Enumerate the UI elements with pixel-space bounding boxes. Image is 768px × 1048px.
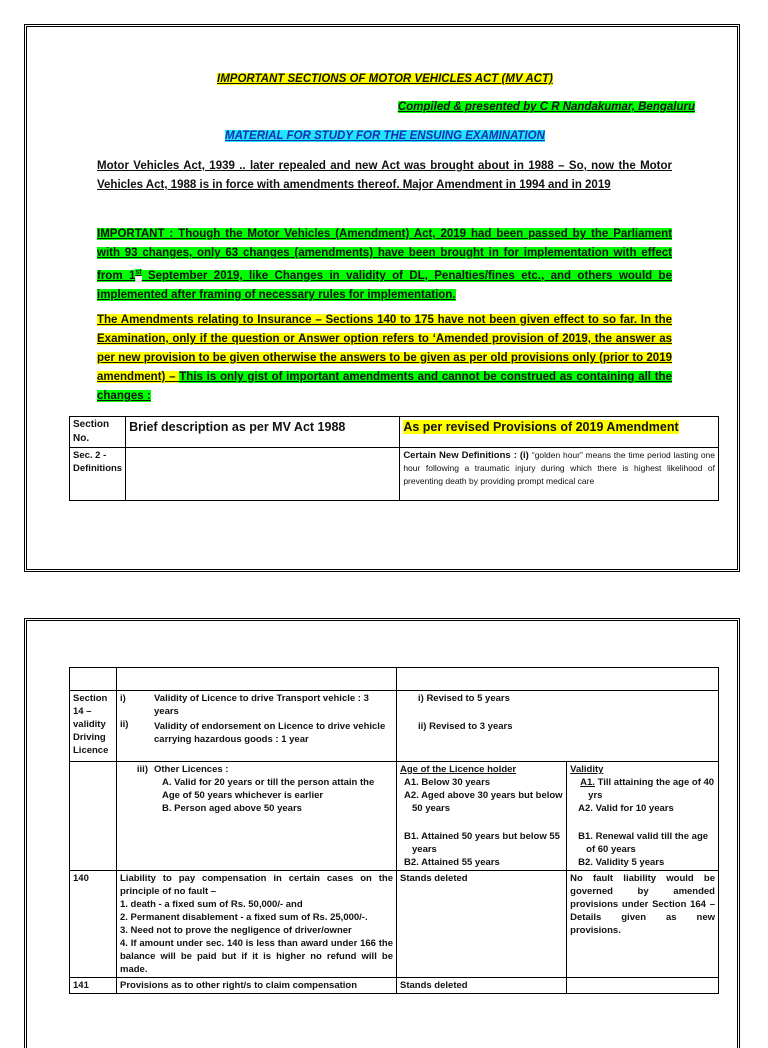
table-header-row <box>70 417 719 448</box>
validity-b2: B2. Validity 5 years <box>578 857 665 868</box>
row-brief-description <box>126 448 400 501</box>
insurance-note-paragraph <box>97 311 672 406</box>
section-141-revised: Stands deleted <box>397 978 567 994</box>
item-i-text: Validity of Licence to drive Transport vehicle : 3 years <box>154 693 369 717</box>
section-140-point-4: 4. If amount under sec. 140 is less than award under 166 the balance will be paid but if it is higher no refund will be made. <box>120 938 393 975</box>
item-numbers <box>117 691 152 762</box>
age-b2: B2. Attained 55 years <box>404 857 500 868</box>
document-page-2 <box>24 618 740 1048</box>
section-140-note: No fault liability would be governed by amended provisions under Section 164 – Details given as new provisions. <box>567 871 719 978</box>
important-note-text-b: September 2019, like Changes in validity of DL, Penalties/fines etc., and others would be implemented after framing of necessary rules for implementation. <box>97 269 672 301</box>
validity-b1: B1. Renewal valid till the age of 60 years <box>578 831 709 855</box>
age-a2: A2. Aged above 30 years but below 50 years <box>404 790 563 814</box>
validity-a1-text: Till attaining the age of 40 yrs <box>588 777 715 801</box>
age-b1: B1. Attained 50 years but below 55 years <box>404 831 560 855</box>
validity-heading: Validity <box>570 764 604 775</box>
table-row-section-140 <box>70 871 719 978</box>
amendments-table-page-1 <box>69 416 719 501</box>
golden-hour-definition: “golden hour” means the time period lasting one hour following a traumatic injury during which there is highest likelihood of preventing death by providing prompt medical care <box>403 450 715 486</box>
important-note-paragraph <box>97 225 672 305</box>
blank-cell <box>117 668 397 691</box>
other-licences-b: B. Person aged above 50 years <box>162 803 302 814</box>
insurance-note-text: The Amendments relating to Insurance – Sections 140 to 175 have not been given effect to so far. In the Examination, only if the question or Answer option refers to ‘Amended provision of 2019, the answer as per new provision to be given otherwise the answers to be given as per old provisions only (prior to 2019 amendment) – <box>97 314 672 383</box>
validity-a2: A2. Valid for 10 years <box>578 803 674 814</box>
row-section-no: Sec. 2 - Definitions <box>70 448 126 501</box>
document-title: IMPORTANT SECTIONS OF MOTOR VEHICLES ACT (MV ACT) <box>217 73 553 85</box>
document-page-1 <box>24 24 740 572</box>
section-141-number: 141 <box>70 978 117 994</box>
item-iii-number: iii) <box>117 762 152 871</box>
item-ii-text: Validity of endorsement on Licence to drive vehicle carrying hazardous goods : 1 year <box>154 721 386 745</box>
intro-paragraph: Motor Vehicles Act, 1939 .. later repealed and new Act was brought about in 1988 – So, now the Motor Vehicles Act, 1988 is in force with amendments thereof. Major Amendment in 1994 and in 2019 <box>97 160 672 191</box>
table-row-section-14 <box>70 691 719 762</box>
section-14-label: Section 14 – validity Driving Licence <box>70 691 117 762</box>
amendments-table-page-2 <box>69 667 719 994</box>
items-i-ii <box>151 691 397 762</box>
section-140-point-2: 2. Permanent disablement - a fixed sum of Rs. 25,000/-. <box>120 912 368 923</box>
section-140-point-3: 3. Need not to prove the negligence of driver/owner <box>120 925 352 936</box>
gist-disclaimer-text: This is only gist of important amendments and cannot be construed as containing all the changes : <box>97 371 672 402</box>
section-140-revised: Stands deleted <box>397 871 567 978</box>
section-140-heading: Liability to pay compensation in certain cases on the principle of no fault – <box>120 873 393 897</box>
section-140-point-1: 1. death - a fixed sum of Rs. 50,000/- and <box>120 899 303 910</box>
header-revised-provisions <box>400 417 719 448</box>
author-credit: Compiled & presented by C R Nandakumar, Bengaluru <box>397 101 695 113</box>
blank-cell <box>567 978 719 994</box>
validity-a1-label: A1. <box>580 777 595 788</box>
validity-a1 <box>570 776 715 802</box>
row-revised-provision <box>400 448 719 501</box>
revised-i-ii <box>397 691 719 762</box>
revised-ii: ii) Revised to 3 years <box>418 721 513 732</box>
licence-validity <box>567 762 719 871</box>
header-section-no: Section No. <box>70 417 126 448</box>
blank-cell <box>70 668 117 691</box>
header-brief-description: Brief description as per MV Act 1988 <box>126 417 400 448</box>
section-140-number: 140 <box>70 871 117 978</box>
item-ii-number: ii) <box>120 719 129 730</box>
other-licences <box>151 762 397 871</box>
revised-i: i) Revised to 5 years <box>418 693 510 704</box>
blank-cell <box>397 668 719 691</box>
important-note-sup: st <box>135 269 142 276</box>
blank-cell <box>70 762 117 871</box>
age-heading: Age of the Licence holder <box>400 764 517 775</box>
age-a1: A1. Below 30 years <box>404 777 491 788</box>
table-blank-row <box>70 668 719 691</box>
section-141-brief: Provisions as to other right/s to claim compensation <box>117 978 397 994</box>
important-note-text-a: IMPORTANT : Though the Motor Vehicles (Amendment) Act, 2019 had been passed by the Parliament with 93 changes, only 63 changes (amendments) have been brought in for implementation with effect from 1 <box>97 228 672 282</box>
table-row-section-141 <box>70 978 719 994</box>
item-i-number: i) <box>120 693 126 704</box>
new-definitions-label: Certain New Definitions : (i) <box>403 450 532 461</box>
table-row <box>70 448 719 501</box>
material-heading: MATERIAL FOR STUDY FOR THE ENSUING EXAMINATION <box>225 130 545 142</box>
licence-holder-age <box>397 762 567 871</box>
header-revised-text: As per revised Provisions of 2019 Amendment <box>403 420 679 434</box>
table-row-other-licences <box>70 762 719 871</box>
section-140-brief <box>117 871 397 978</box>
other-licences-a: A. Valid for 20 years or till the person attain the Age of 50 years whichever is earlier <box>162 777 375 801</box>
other-licences-heading: Other Licences : <box>154 764 229 775</box>
